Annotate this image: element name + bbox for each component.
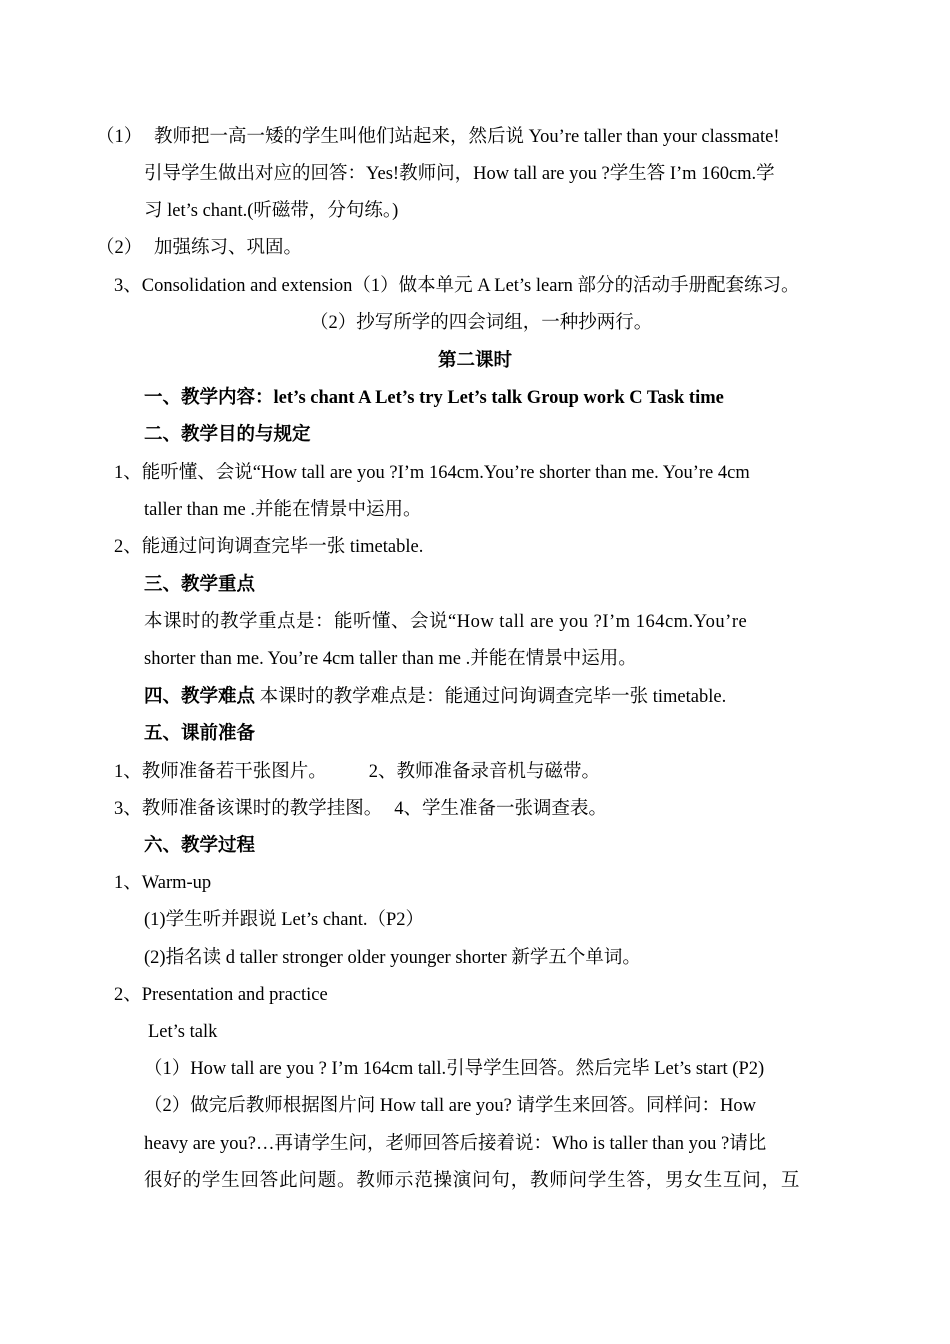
consolidation-line: 3、Consolidation and extension（1）做本单元 A Let’s learn 部分的活动手册配套练习。: [114, 276, 800, 296]
warm-up-step-2: (2)指名读 d taller stronger older younger shorter 新学五个单词。: [144, 948, 641, 968]
preparation-item: 4、学生准备一张调查表。: [394, 799, 608, 819]
section-process-heading: 六、教学过程: [144, 836, 256, 856]
paragraph-1-line-1: [96, 125, 780, 149]
section-content-heading: 一、教学内容：let’s chant A Let’s try Let’s talk Group work C Task time: [144, 388, 724, 408]
paragraph-1-line-3: 习 let’s chant.(听磁带，分句练。): [144, 201, 399, 221]
goal-1-line-2: taller than me .并能在情景中运用。: [144, 500, 422, 520]
list-number: （2）: [96, 238, 143, 258]
goal-2: 2、能通过问询调查完毕一张 timetable.: [114, 537, 424, 557]
preparation-row-2: [114, 797, 607, 821]
warm-up-step-1: (1)学生听并跟说 Let’s chant.（P2）: [144, 910, 425, 930]
preparation-row-1: [114, 760, 600, 784]
lesson-title: 第二课时: [437, 351, 512, 371]
goal-1-line-1: 1、能听懂、会说“How tall are you ?I’m 164cm.You’re shorter than me. You’re 4cm: [114, 463, 750, 483]
talk-step-2-line-2: heavy are you?…再请学生问，老师回答后接着说：Who is taller than you ?请比: [144, 1134, 767, 1154]
talk-step-1: （1）How tall are you ? I’m 164cm tall.引导学生回答。然后完毕 Let’s start (P2): [144, 1059, 765, 1079]
preparation-item: 2、教师准备录音机与磁带。: [368, 762, 601, 782]
section-goals-heading: 二、教学目的与规定: [144, 425, 311, 445]
preparation-item: 1、教师准备若干张图片。: [114, 762, 327, 782]
talk-step-2-line-1: （2）做完后教师根据图片问 How tall are you? 请学生来回答。同样问：How: [144, 1096, 756, 1116]
section-preparation-heading: 五、课前准备: [144, 724, 256, 744]
talk-step-2-line-3: 很好的学生回答此问题。教师示范操演问句，教师问学生答，男女生互问，互: [144, 1171, 801, 1191]
difficulty-text: 本课时的教学难点是：能通过问询调查完毕一张 timetable.: [259, 687, 727, 707]
paragraph-text: 加强练习、巩固。: [154, 238, 303, 258]
list-number: （1）: [96, 127, 143, 147]
preparation-item: 3、教师准备该课时的教学挂图。: [114, 799, 383, 819]
paragraph-2: [96, 236, 302, 260]
lets-talk-heading: Let’s talk: [148, 1022, 218, 1042]
paragraph-1-line-2: 引导学生做出对应的回答：Yes!教师问，How tall are you ?学生答 I’m 160cm.学: [144, 164, 775, 184]
consolidation-line-2: （2）抄写所学的四会词组，一种抄两行。: [310, 313, 653, 333]
warm-up-heading: 1、Warm-up: [114, 873, 212, 893]
paragraph-text: 教师把一高一矮的学生叫他们站起来，然后说 You’re taller than your classmate!: [154, 127, 780, 147]
presentation-heading: 2、Presentation and practice: [114, 985, 328, 1005]
section-difficulty-heading: 四、教学难点: [144, 687, 256, 707]
key-points-line-1: 本课时的教学重点是：能听懂、会说“How tall are you ?I’m 164cm.You’re: [144, 612, 748, 632]
section-key-points-heading: 三、教学重点: [144, 575, 256, 595]
key-points-line-2: shorter than me. You’re 4cm taller than me .并能在情景中运用。: [144, 649, 637, 669]
difficulty-line: [144, 685, 726, 709]
